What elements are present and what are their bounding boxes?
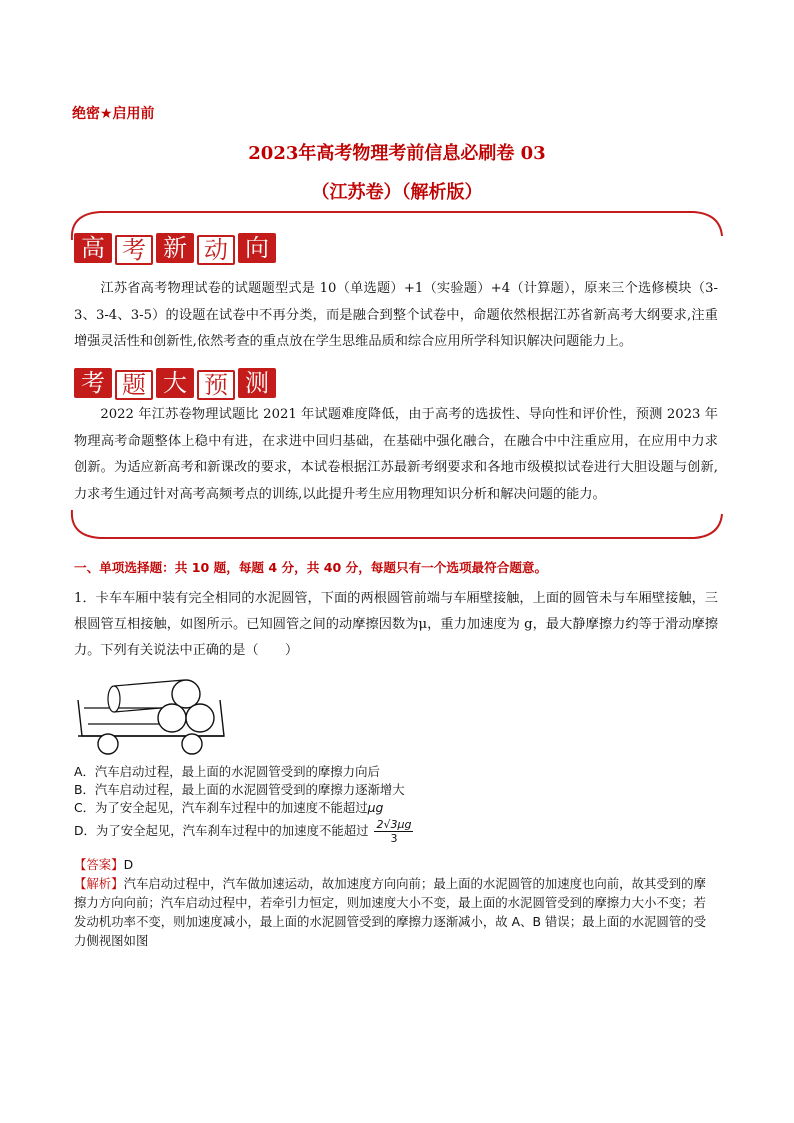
badge-char: 考 [74,368,112,398]
intro-text-1: 江苏省高考物理试卷的试题题型式是 10（单选题）+1（实验题）+4（计算题），原来三个选修模块（3-3、3-4、3-5）的设题在试卷中不再分类，而是融合到整个试卷中，命题依然根据江苏省新高考大纲要求,注重增强灵活性和创新性,依然考查的重点放在学生思维品质和综合应用所学科知识解决问题能力上。 [74,281,718,349]
option-a: A．汽车启动过程，最上面的水泥圆管受到的摩擦力向后 [74,764,380,779]
intro-text-2: 2022 年江苏卷物理试题比 2021 年试题难度降低，由于高考的选拔性、导向性和评价性，预测 2023 年物理高考命题整体上稳中有进，在求进中回归基础，在基础中强化融合，在融合中中注重应用，在应用中力求创新。为适应新高考和新课改的要求，本试卷根据江苏最新考纲要求和各地市级模拟试卷进行大胆设题与创新,力求考生通过针对高考高频考点的训练,以此提升考生应用物理知识分析和解决问题的能力。 [74,407,718,502]
page-subtitle: （江苏卷）（解析版） [311,182,483,203]
secret-label: 绝密★启用前 [72,106,155,122]
option-d-text: D．为了安全起见，汽车刹车过程中的加速度不能超过 [74,823,369,838]
answer-value: D [123,857,134,872]
explanation-text: 汽车启动过程中，汽车做加速运动，故加速度方向向前；最上面的水泥圆管的加速度也向前，故其受到的摩擦力方向向前；汽车启动过程中，若牵引力恒定，则加速度大小不变，最上面的水泥圆管受到的摩擦力大小不变；若发动机功率不变，则加速度减小，最上面的水泥圆管受到的摩擦力逐渐减小，故 A、B 错误；最上面的水泥圆管的受力侧视图如图 [74,876,706,948]
badge-forecast [74,368,276,400]
intro-paragraph-2 [74,402,718,508]
badge-char: 新 [156,233,194,263]
option-b: B．汽车启动过程，最上面的水泥圆管受到的摩擦力逐渐增大 [74,782,405,797]
badge-new-trend [74,233,276,265]
intro-paragraph-1 [74,276,718,356]
option-d-fraction [374,818,413,845]
fraction-denominator: 3 [390,832,398,845]
option-d [74,818,413,845]
answer-line [74,855,133,873]
answer-tag: 【答案】 [74,857,124,872]
explanation [74,874,718,950]
badge-char: 动 [197,235,235,265]
badge-char: 考 [115,235,153,265]
badge-char: 题 [115,370,153,400]
section-heading: 一、单项选择题：共 10 题，每题 4 分，共 40 分，每题只有一个选项最符合题意。 [74,560,548,575]
page-title: 2023年高考物理考前信息必刷卷 03 [248,143,546,164]
badge-char: 高 [74,233,112,263]
badge-char: 向 [238,233,276,263]
option-c-text: C．为了安全起见，汽车刹车过程中的加速度不能超过 [74,800,368,815]
truck-pipes-figure [74,672,230,758]
badge-char: 预 [197,370,235,400]
option-c-expr: μg [367,800,384,815]
option-c [74,798,383,816]
explanation-tag: 【解析】 [74,876,124,891]
badge-char: 测 [238,368,276,398]
badge-char: 大 [156,368,194,398]
question-1-stem: 1．卡车车厢中装有完全相同的水泥圆管，下面的两根圆管前端与车厢壁接触，上面的圆管未与车厢壁接触，三根圆管互相接触，如图所示。已知圆管之间的动摩擦因数为μ，重力加速度为 g，最大静摩擦力约等于滑动摩擦力。下列有关说法中正确的是（ ） [74,591,718,658]
fraction-numerator: 2√3μg [376,818,412,831]
